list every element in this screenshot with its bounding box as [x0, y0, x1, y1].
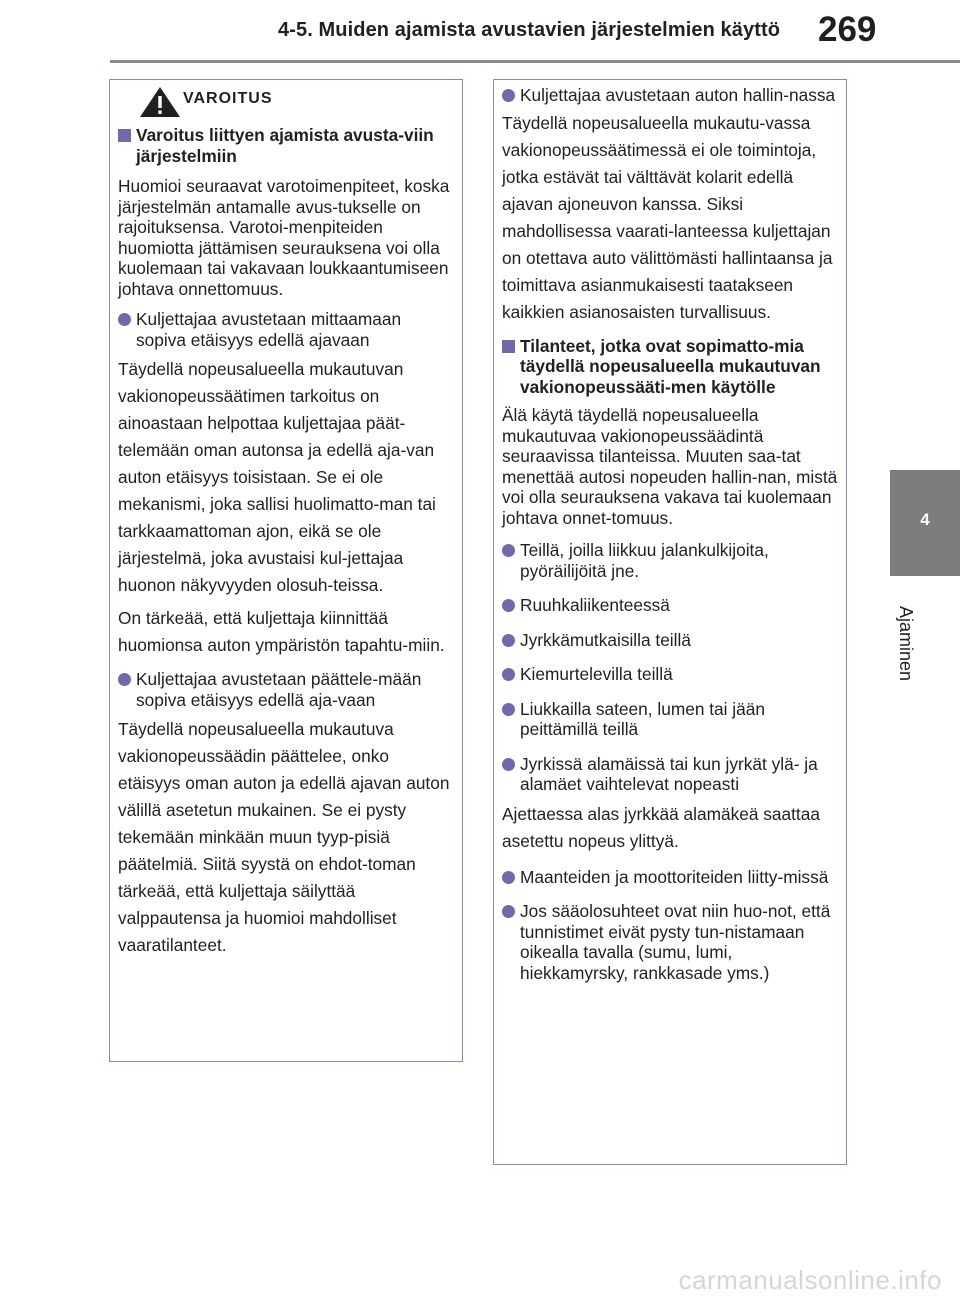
bullet-text: Kuljettajaa avustetaan auton hallin-nassa: [520, 85, 836, 105]
list-item-text: Jyrkissä alamäissä tai kun jyrkät ylä- ja alamäet vaihtelevat nopeasti: [520, 753, 818, 794]
paragraph: Huomioi seuraavat varotoimenpiteet, koska järjestelmän antamalle avus-tukselle on rajoituksensa. Varotoi-menpiteiden huomiotta jättämisen seurauksena voi olla kuolemaan tai vakavaan loukkaantumiseen johtava onnettomuus.: [118, 176, 450, 299]
circle-bullet-icon: [502, 89, 515, 102]
circle-bullet-icon: [502, 905, 515, 918]
circle-bullet-icon: [502, 599, 515, 612]
circle-bullet-icon: [502, 544, 515, 557]
section-label: Ajaminen: [896, 605, 917, 681]
circle-bullet-icon: [502, 703, 515, 716]
header-rule: [110, 60, 960, 63]
list-item: [502, 699, 838, 740]
circle-bullet-icon: [118, 673, 131, 686]
warning-label: VAROITUS: [183, 90, 273, 107]
page-header-title: 4-5. Muiden ajamista avustavien järjestelmien käyttö: [278, 19, 781, 41]
bullet-item: [118, 669, 454, 710]
list-item: [502, 901, 838, 983]
warning-box-right: [493, 79, 847, 1165]
square-bullet-icon: [502, 340, 515, 353]
heading-text: Varoitus liittyen ajamista avusta-viin järjestelmiin: [136, 125, 434, 166]
paragraph: On tärkeää, että kuljettaja kiinnittää huomionsa auton ympäristön tapahtu-miin.: [118, 608, 445, 655]
warning-triangle-icon: [138, 86, 182, 118]
paragraph: Ajettaessa alas jyrkkää alamäkeä saattaa asetettu nopeus ylittyä.: [502, 803, 820, 851]
list-item: [502, 867, 838, 888]
list-item: [502, 540, 838, 581]
heading-unsuitable-situations: [502, 336, 838, 398]
list-item: [502, 630, 838, 651]
list-item: [502, 664, 838, 685]
bullet-text: Kuljettajaa avustetaan päättele-mään sopiva etäisyys edellä aja-vaan: [136, 669, 422, 710]
list-item-text: Liukkailla sateen, lumen tai jään peittämillä teillä: [520, 698, 765, 739]
warning-box-left: [109, 79, 463, 1062]
circle-bullet-icon: [502, 758, 515, 771]
circle-bullet-icon: [502, 634, 515, 647]
section-label-wrap: [876, 588, 936, 698]
warning-header: [110, 80, 462, 120]
list-item-text: Jos sääolosuhteet ovat niin huo-not, että tunnistimet eivät pysty tun-nistamaan oikealla tavalla (sumu, lumi, hiekkamyrsky, rankkasade yms.): [520, 901, 831, 983]
square-bullet-icon: [118, 129, 131, 142]
bullet-item: [118, 309, 454, 350]
bullet-text: Kuljettajaa avustetaan mittaamaan sopiva etäisyys edellä ajavaan: [136, 309, 402, 350]
list-item-text: Jyrkkämutkaisilla teillä: [520, 629, 691, 650]
paragraph: Täydellä nopeusalueella mukautuvan vakionopeussäätimen tarkoitus on ainoastaan helpottaa kuljettajaa päät-telemään oman autonsa ja edellä aja-van auton etäisyys toisistaan. Se ei ole mekanismi, joka sallisi huolimatto-man tai tarkkaamattoman ajon, eikä se ole järjestelmä, joka avustaisi kul-jettajaa huonon näkyvyyden olosuh-teissa.: [118, 359, 436, 595]
list-item-text: Teillä, joilla liikkuu jalankulkijoita, pyöräilijöitä jne.: [520, 540, 769, 581]
chapter-number: 4: [920, 510, 930, 529]
list-item-text: Ruuhkaliikenteessä: [520, 595, 670, 615]
page-number: 269: [818, 10, 877, 49]
list-item-text: Maanteiden ja moottoriteiden liitty-missä: [520, 866, 829, 887]
paragraph: Älä käytä täydellä nopeusalueella mukautuvaa vakionopeussäädintä seuraavissa tilanteissa. Muuten saa-tat menettää autosi nopeuden hallin-nan, mistä voi olla seurauksena vakava tai kuolemaan johtava onnet-tomuus.: [502, 405, 838, 528]
list-item-text: Kiemurtelevilla teillä: [520, 664, 673, 684]
circle-bullet-icon: [502, 871, 515, 884]
chapter-tab: [890, 470, 960, 576]
list-item: [502, 595, 838, 616]
watermark: carmanualsonline.info: [678, 1265, 942, 1295]
paragraph: Täydellä nopeusalueella mukautu-vassa vakionopeussäätimessä ei ole toimintoja, jotka estävät tai välttävät kolarit edellä ajavan ajoneuvon kanssa. Siksi mahdollisessa vaarati-lanteessa kuljettajan on otettava auto välittömästi hallintaansa ja toimittava asianmukaisesti taatakseen kaikkien asianosaisten turvallisuus.: [502, 112, 833, 322]
list-item: [502, 754, 838, 795]
heading-text: Tilanteet, jotka ovat sopimatto-mia täydellä nopeusalueella mukautuvan vakionopeussääti-men käytölle: [520, 335, 821, 397]
paragraph: Täydellä nopeusalueella mukautuva vakionopeussäädin päättelee, onko etäisyys oman auton ja edellä ajavan auton välillä asetetun mukainen. Se ei pysty tekemään minkään muun tyyp-pisiä päätelmiä. Siitä syystä on ehdot-toman tärkeää, että kuljettaja säilyttää valppautensa ja huomioi mahdolliset vaaratilanteet.: [118, 719, 450, 955]
circle-bullet-icon: [502, 668, 515, 681]
heading-warning-assist: [118, 125, 454, 166]
circle-bullet-icon: [118, 313, 131, 326]
bullet-item: [502, 85, 838, 106]
